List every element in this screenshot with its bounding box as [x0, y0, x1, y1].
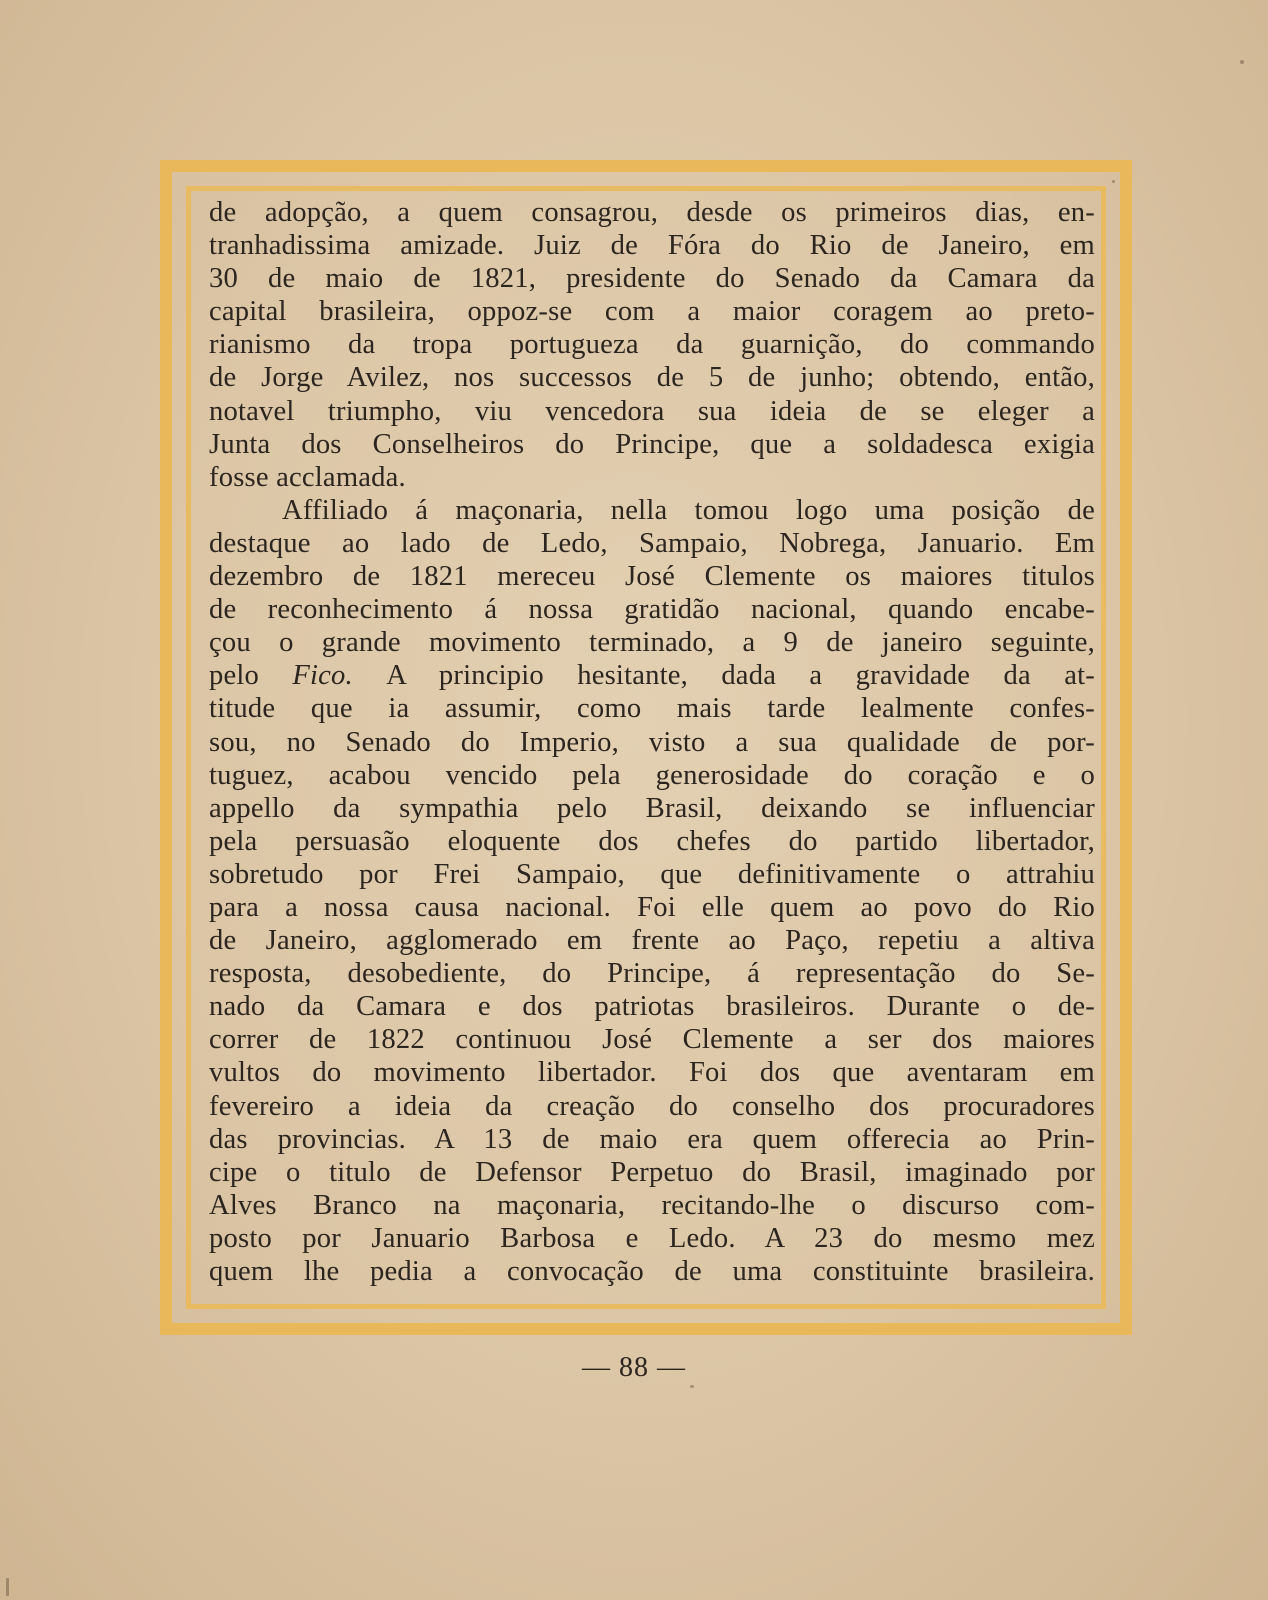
text-line: resposta, desobediente, do Principe, á representação do Se- — [209, 958, 1095, 990]
text-line: nado da Camara e dos patriotas brasileiros. Durante o de- — [209, 991, 1095, 1023]
text-segment: A principio hesitante, dada a gravidade da at- — [386, 660, 1095, 692]
text-line: Junta dos Conselheiros do Principe, que a soldadesca exigia — [209, 428, 1095, 460]
text-line: sobretudo por Frei Sampaio, que definitivamente o attrahiu — [209, 858, 1095, 890]
page-number: — 88 — — [582, 1352, 686, 1383]
text-line: tuguez, acabou vencido pela generosidade do coração e o — [209, 759, 1095, 791]
text-line: fevereiro a ideia da creação do conselho dos procuradores — [209, 1090, 1095, 1122]
text-line: para a nossa causa nacional. Foi elle quem ao povo do Rio — [209, 891, 1095, 923]
paper-speck — [6, 1578, 9, 1596]
body-text — [209, 196, 1095, 1288]
text-line: quem lhe pedia a convocação de uma constituinte brasileira. — [209, 1256, 1095, 1287]
text-line: Affiliado á maçonaria, nella tomou logo uma posição de — [282, 494, 1095, 526]
text-line: Alves Branco na maçonaria, recitando-lhe o discurso com- — [209, 1189, 1095, 1221]
text-line: cipe o titulo de Defensor Perpetuo do Brasil, imaginado por — [209, 1156, 1095, 1188]
text-line: capital brasileira, oppoz-se com a maior coragem ao preto- — [209, 296, 1095, 328]
text-line: dezembro de 1821 mereceu José Clemente os maiores titulos — [209, 561, 1095, 593]
text-line: 30 de maio de 1821, presidente do Senado da Camara da — [209, 263, 1095, 295]
text-line: de adopção, a quem consagrou, desde os primeiros dias, en- — [209, 197, 1095, 228]
text-line: posto por Januario Barbosa e Ledo. A 23 do mesmo mez — [209, 1222, 1095, 1254]
paper-speck — [1240, 60, 1244, 64]
text-line: de Jorge Avilez, nos successos de 5 de junho; obtendo, então, — [209, 362, 1095, 394]
text-segment: pelo — [209, 660, 260, 692]
text-line: destaque ao lado de Ledo, Sampaio, Nobrega, Januario. Em — [209, 527, 1095, 559]
text-line — [209, 659, 1095, 692]
text-line: das provincias. A 13 de maio era quem offerecia ao Prin- — [209, 1123, 1095, 1155]
text-line: tranhadissima amizade. Juiz de Fóra do Rio de Janeiro, em — [209, 230, 1095, 262]
text-line: correr de 1822 continuou José Clemente a ser dos maiores — [209, 1024, 1095, 1056]
paper-speck — [690, 1385, 694, 1388]
text-line: notavel triumpho, viu vencedora sua ideia de se eleger a — [209, 395, 1095, 427]
text-line: fosse acclamada. — [209, 461, 406, 493]
text-line: çou o grande movimento terminado, a 9 de janeiro seguinte, — [209, 627, 1095, 659]
text-line: de reconhecimento á nossa gratidão nacional, quando encabe- — [209, 594, 1095, 626]
text-line: sou, no Senado do Imperio, visto a sua qualidade de por- — [209, 726, 1095, 758]
text-line: titude que ia assumir, como mais tarde lealmente confes- — [209, 693, 1095, 725]
text-line: vultos do movimento libertador. Foi dos que aventaram em — [209, 1057, 1095, 1089]
italic-word: Fico. — [292, 660, 353, 692]
text-line: pela persuasão eloquente dos chefes do partido libertador, — [209, 825, 1095, 857]
text-line: de Janeiro, agglomerado em frente ao Paço, repetiu a altiva — [209, 925, 1095, 957]
text-line: rianismo da tropa portugueza da guarnição, do commando — [209, 329, 1095, 361]
text-line: appello da sympathia pelo Brasil, deixando se influenciar — [209, 792, 1095, 824]
